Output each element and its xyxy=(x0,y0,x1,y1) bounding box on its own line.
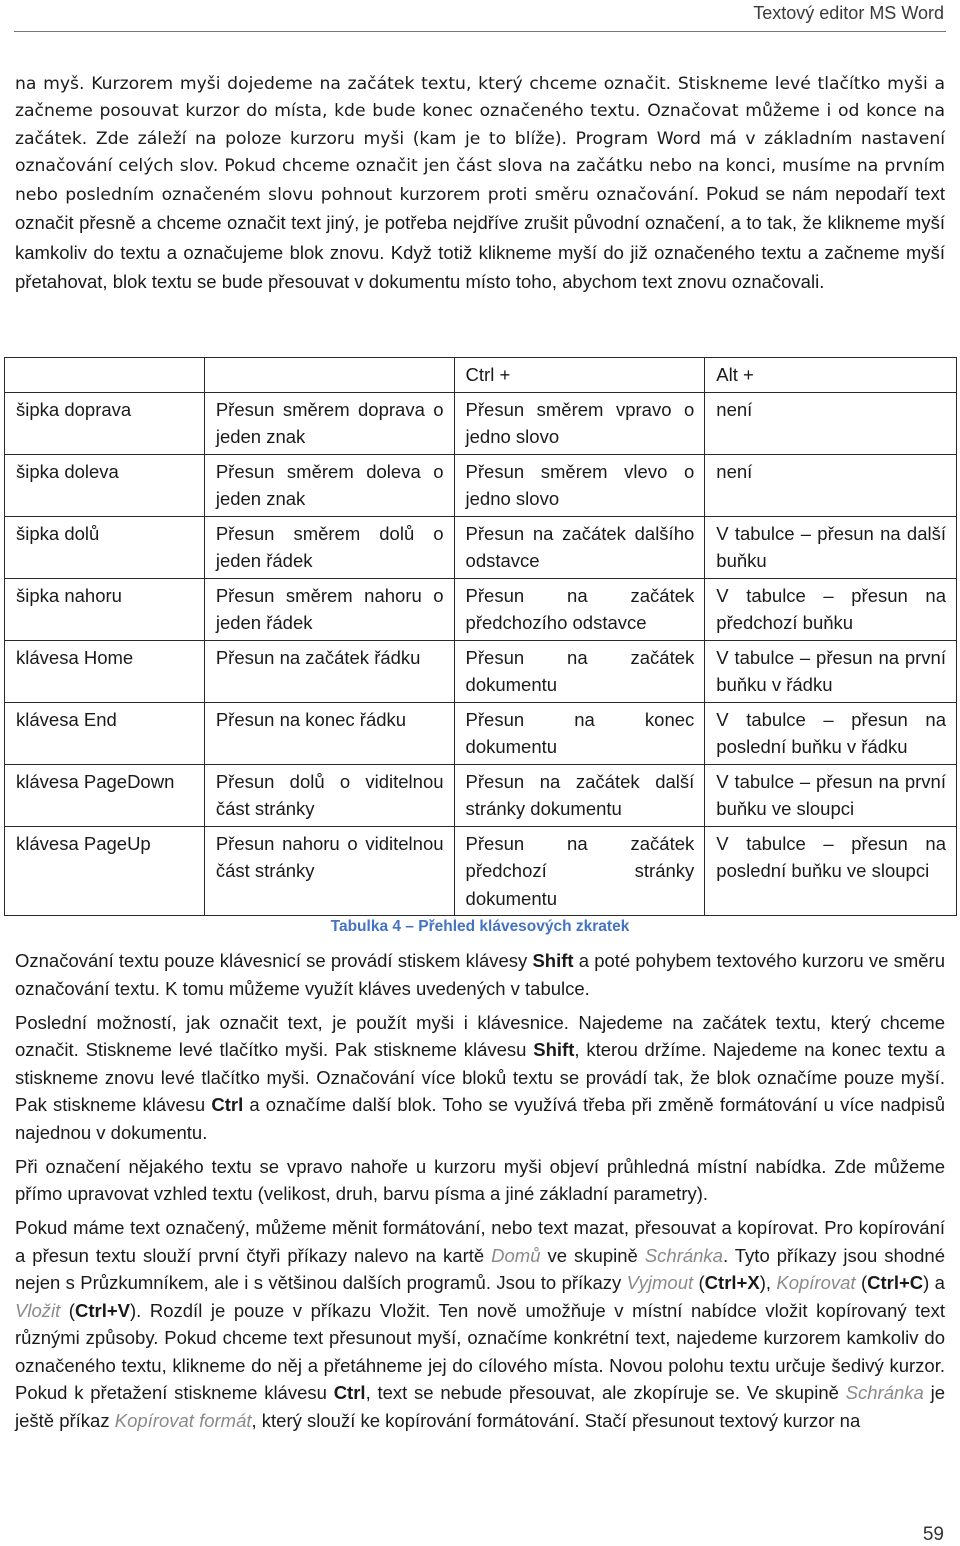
text-run: ) a xyxy=(923,1272,945,1293)
key-cell: šipka dolů xyxy=(5,516,205,578)
running-header: Textový editor MS Word xyxy=(753,3,944,23)
key-cell: klávesa Home xyxy=(5,640,205,702)
intro-text-part2: Pokud se nám nepodaří text označit přesně a chceme označit text jiný, je potřeba nejdříve zrušit původní označení, a to tak, že klikneme myší kamkoliv do textu a označujeme blok znovu. Když totiž klikneme myší do již označeného textu a začneme myší přetahovat, blok textu se bude přesouvat v dokumentu místo toho, abychom text znovu označovali. xyxy=(15,183,945,293)
key-ctrl-c: Ctrl+C xyxy=(867,1272,924,1293)
key-shift: Shift xyxy=(533,1039,575,1060)
plain-cell: Přesun nahoru o viditelnou část stránky xyxy=(204,826,454,916)
alt-cell: V tabulce – přesun na předchozí buňku xyxy=(705,578,957,640)
plain-cell: Přesun směrem doprava o jeden znak xyxy=(204,392,454,454)
table-caption: Tabulka 4 – Přehled klávesových zkratek xyxy=(330,918,630,935)
alt-cell: V tabulce – přesun na poslední buňku v řádku xyxy=(705,702,957,764)
key-cell: klávesa End xyxy=(5,702,205,764)
key-ctrl-x: Ctrl+X xyxy=(704,1272,760,1293)
ctrl-cell: Přesun směrem vpravo o jedno slovo xyxy=(454,392,705,454)
key-cell: šipka nahoru xyxy=(5,578,205,640)
header-rule xyxy=(14,31,946,32)
ctrl-cell: Přesun na začátek dokumentu xyxy=(454,640,705,702)
text-run: Označování textu pouze klávesnicí se provádí stiskem klávesy xyxy=(15,950,533,971)
text-run: a poté pohybem textového kurzoru ve směru označování textu. K tomu můžeme využít kláves uvedených v tabulce. xyxy=(15,950,945,999)
ui-term-clipboard: Schránka xyxy=(644,1244,723,1266)
plain-cell: Přesun směrem dolů o jeden řádek xyxy=(204,516,454,578)
key-ctrl: Ctrl xyxy=(333,1382,366,1403)
header-cell xyxy=(5,358,205,393)
alt-cell: není xyxy=(705,454,957,516)
plain-cell: Přesun směrem nahoru o jeden řádek xyxy=(204,578,454,640)
header-cell-alt: Alt + xyxy=(705,358,957,393)
ui-term-paste: Vložit xyxy=(15,1299,61,1321)
table-row xyxy=(5,454,957,516)
plain-cell: Přesun dolů o viditelnou část stránky xyxy=(204,764,454,826)
ui-term-cut: Vyjmout xyxy=(626,1272,694,1293)
plain-cell: Přesun na začátek řádku xyxy=(204,640,454,702)
ctrl-cell: Přesun směrem vlevo o jedno slovo xyxy=(454,454,705,516)
key-ctrl-v: Ctrl+V xyxy=(74,1299,130,1321)
ctrl-cell: Přesun na začátek dalšího odstavce xyxy=(454,516,705,578)
header-cell xyxy=(204,358,454,393)
key-cell: šipka doprava xyxy=(5,392,205,454)
key-ctrl: Ctrl xyxy=(211,1094,244,1115)
shortcut-table xyxy=(4,357,957,916)
key-cell: klávesa PageUp xyxy=(5,826,205,916)
table-row xyxy=(5,640,957,702)
text-run: ( xyxy=(60,1299,75,1321)
plain-cell: Přesun směrem doleva o jeden znak xyxy=(204,454,454,516)
ctrl-cell: Přesun na začátek předchozí stránky dokumentu xyxy=(454,826,705,916)
text-run: Při označení nějakého textu se vpravo nahoře u kurzoru myši objeví průhledná místní nabídka. Zde můžeme přímo upravovat vzhled textu (velikost, druh, barvu písma a jiné základní parametry). xyxy=(15,1155,945,1204)
text-run: ve skupině xyxy=(540,1244,645,1266)
paragraph-keyboard-selection xyxy=(15,947,945,1002)
table-row xyxy=(5,764,957,826)
plain-cell: Přesun na konec řádku xyxy=(204,702,454,764)
ui-term-format-painter: Kopírovat formát xyxy=(114,1409,252,1431)
text-run: je ještě příkaz xyxy=(15,1382,945,1431)
text-run: ( xyxy=(693,1272,705,1293)
paragraph-mouse-keyboard xyxy=(15,1009,945,1147)
key-shift: Shift xyxy=(532,950,574,971)
table-header-row xyxy=(5,358,957,393)
text-run: , kterou držíme. Najedeme na konec textu a stiskneme znovu levé tlačítko myši. Označování více bloků textu se provádí tak, že blok označíme pouze myší. Pak stiskneme klávesu xyxy=(15,1039,945,1115)
text-run: Pokud máme text označený, můžeme měnit formátování, nebo text mazat, přesouvat a kopírovat. Pro kopírování a přesun textu slouží první čtyři příkazy nalevo na kartě xyxy=(15,1217,945,1266)
paragraph-mini-toolbar xyxy=(15,1153,945,1208)
text-run: Poslední možností, jak označit text, je použít myši i klávesnice. Najedeme na začátek textu, který chceme označit. Stiskneme levé tlačítko myši. Pak stiskneme klávesu xyxy=(15,1011,945,1060)
alt-cell: V tabulce – přesun na další buňku xyxy=(705,516,957,578)
ctrl-cell: Přesun na začátek předchozího odstavce xyxy=(454,578,705,640)
text-run: ), xyxy=(759,1272,777,1293)
intro-text-part1: na myš. Kurzorem myši dojedeme na začátek textu, který chceme označit. Stiskneme levé tlačítko myši a začneme posouvat kurzor do místa, kde bude konec označeného textu. Označovat můžeme i od konce na začátek. Zde záleží na poloze kurzoru myši (kam je to blíže). Program Word má v základním nastavení označování celých slov. Pokud chceme označit jen část slova na začátku nebo na konci, musíme na prvním nebo posledním označeném slovu pohnout kurzorem proti směru označování. xyxy=(15,74,945,206)
ctrl-cell: Přesun na konec dokumentu xyxy=(454,702,705,764)
text-run: . Tyto příkazy jsou shodné nejen s Průzkumníkem, ale i s většinou dalších programů. Jsou to příkazy xyxy=(15,1244,945,1293)
text-run: , který slouží ke kopírování formátování. Stačí přesunout textový kurzor na xyxy=(251,1409,861,1431)
table-row xyxy=(5,392,957,454)
alt-cell: V tabulce – přesun na první buňku ve sloupci xyxy=(705,764,957,826)
text-run: ). Rozdíl je pouze v příkazu Vložit. Ten nově umožňuje v místní nabídce vložit kopírovaný text různými způsoby. Pokud chceme text přesunout myší, označíme konkrétní text, najedeme kurzorem kamkoliv do označeného textu, klikneme do něj a přetáhneme jej do cílového místa. Novou polohu textu určuje šedivý kurzor. Pokud k přetažení stiskneme klávesu xyxy=(15,1299,945,1403)
table-row xyxy=(5,516,957,578)
header-cell-ctrl: Ctrl + xyxy=(454,358,705,393)
text-run: a označíme další blok. Toho se využívá třeba při změně formátování u více nadpisů najednou v dokumentu. xyxy=(15,1094,945,1143)
paragraph-clipboard xyxy=(15,1214,945,1434)
alt-cell: V tabulce – přesun na poslední buňku ve sloupci xyxy=(705,826,957,916)
body-text xyxy=(15,947,945,1441)
ui-term-copy: Kopírovat xyxy=(776,1272,856,1293)
key-cell: klávesa PageDown xyxy=(5,764,205,826)
table-row xyxy=(5,826,957,916)
ui-term-home-tab: Domů xyxy=(491,1244,541,1266)
ui-term-clipboard: Schránka xyxy=(845,1382,924,1403)
ctrl-cell: Přesun na začátek další stránky dokumentu xyxy=(454,764,705,826)
key-cell: šipka doleva xyxy=(5,454,205,516)
table-row xyxy=(5,702,957,764)
intro-paragraph xyxy=(15,71,945,297)
page-number: 59 xyxy=(922,1524,944,1545)
text-run: , text se nebude přesouvat, ale zkopíruje se. Ve skupině xyxy=(365,1382,846,1403)
alt-cell: není xyxy=(705,392,957,454)
alt-cell: V tabulce – přesun na první buňku v řádku xyxy=(705,640,957,702)
text-run: ( xyxy=(855,1272,868,1293)
table-row xyxy=(5,578,957,640)
